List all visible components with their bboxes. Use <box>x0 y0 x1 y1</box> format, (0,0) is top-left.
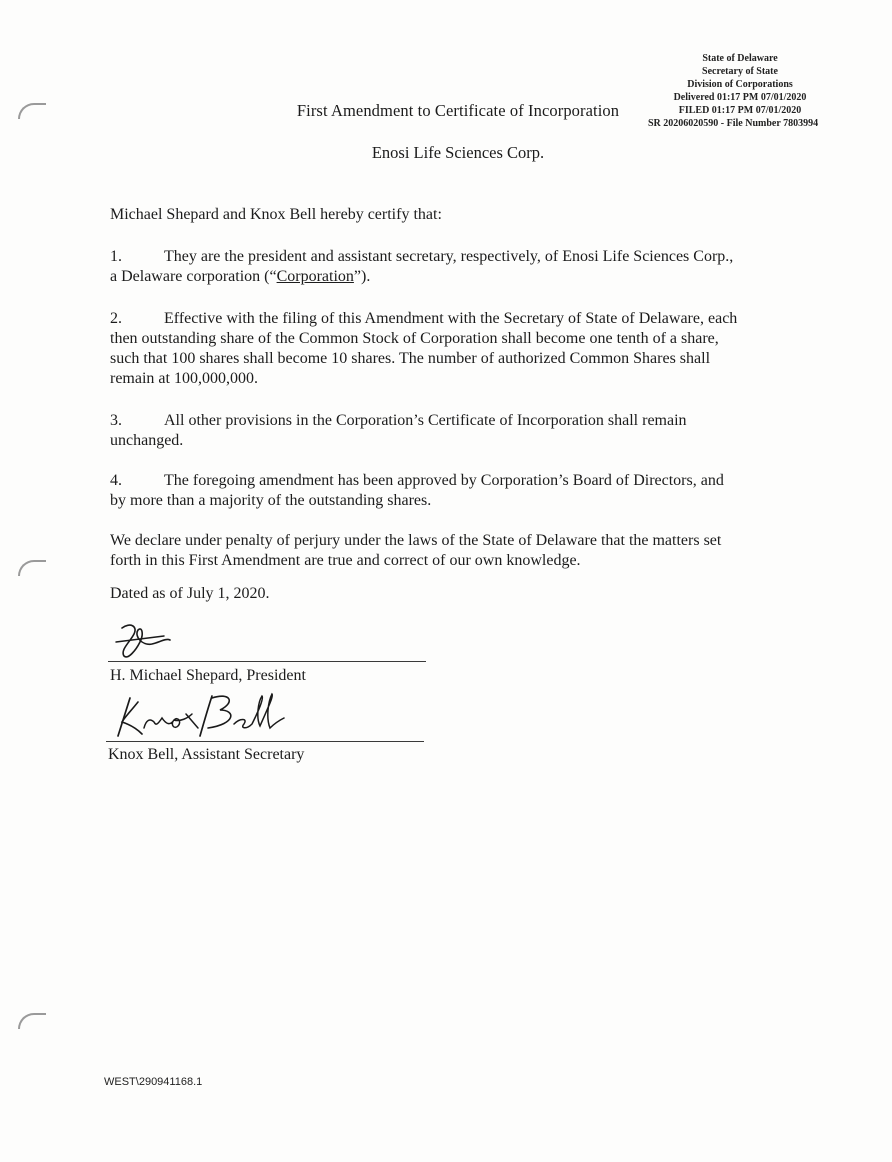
item-text: Effective with the filing of this Amendment with the Secretary of State of Delaware, each <box>164 310 738 327</box>
binder-hole-mark <box>18 560 46 576</box>
signature-shepard <box>112 620 182 664</box>
declaration-text: forth in this First Amendment are true and correct of our own knowledge. <box>110 552 581 569</box>
item-text: by more than a majority of the outstanding shares. <box>110 492 432 509</box>
signature-line <box>106 741 424 742</box>
item-text: They are the president and assistant secretary, respectively, of Enosi Life Sciences Corp., <box>164 248 734 265</box>
item-4 <box>110 471 724 511</box>
item-text: remain at 100,000,000. <box>110 370 258 387</box>
stamp-file-number: SR 20206020590 - File Number 7803994 <box>648 118 819 129</box>
item-text: such that 100 shares shall become 10 shares. The number of authorized Common Shares shall <box>110 350 711 367</box>
stamp-filed: FILED 01:17 PM 07/01/2020 <box>678 105 802 116</box>
item-number: 3. <box>110 412 122 429</box>
item-text: The foregoing amendment has been approved by Corporation’s Board of Directors, and <box>164 472 724 489</box>
item-text: All other provisions in the Corporation’s Certificate of Incorporation shall remain <box>164 412 687 429</box>
document-id: WEST\290941168.1 <box>104 1076 203 1088</box>
item-text: ”). <box>353 268 371 285</box>
declaration <box>110 531 721 571</box>
stamp-division: Division of Corporations <box>687 79 793 90</box>
item-text: unchanged. <box>110 432 184 449</box>
filing-stamp <box>640 52 840 130</box>
defined-term-corporation: Corporation <box>276 268 354 285</box>
item-text: then outstanding share of the Common Stock of Corporation shall become one tenth of a share, <box>110 330 719 347</box>
item-2 <box>110 309 737 389</box>
item-1 <box>110 247 733 287</box>
company-name: Enosi Life Sciences Corp. <box>371 143 545 162</box>
declaration-text: We declare under penalty of perjury under the laws of the State of Delaware that the matters set <box>110 532 722 549</box>
intro-statement: Michael Shepard and Knox Bell hereby certify that: <box>110 206 442 223</box>
date-line: Dated as of July 1, 2020. <box>110 585 270 602</box>
signatory-shepard: H. Michael Shepard, President <box>110 667 306 684</box>
stamp-secretary: Secretary of State <box>702 66 778 77</box>
binder-hole-mark <box>18 103 46 119</box>
item-number: 2. <box>110 310 122 327</box>
stamp-delivered: Delivered 01:17 PM 07/01/2020 <box>673 92 807 103</box>
signature-bell <box>108 688 308 740</box>
item-number: 1. <box>110 248 122 265</box>
signatory-bell: Knox Bell, Assistant Secretary <box>108 746 305 763</box>
item-number: 4. <box>110 472 122 489</box>
item-text: a Delaware corporation (“ <box>110 268 277 285</box>
document-title: First Amendment to Certificate of Incorporation <box>296 101 620 120</box>
binder-hole-mark <box>18 1013 46 1029</box>
signature-line <box>108 661 426 662</box>
stamp-state: State of Delaware <box>702 53 778 64</box>
item-3 <box>110 411 687 451</box>
